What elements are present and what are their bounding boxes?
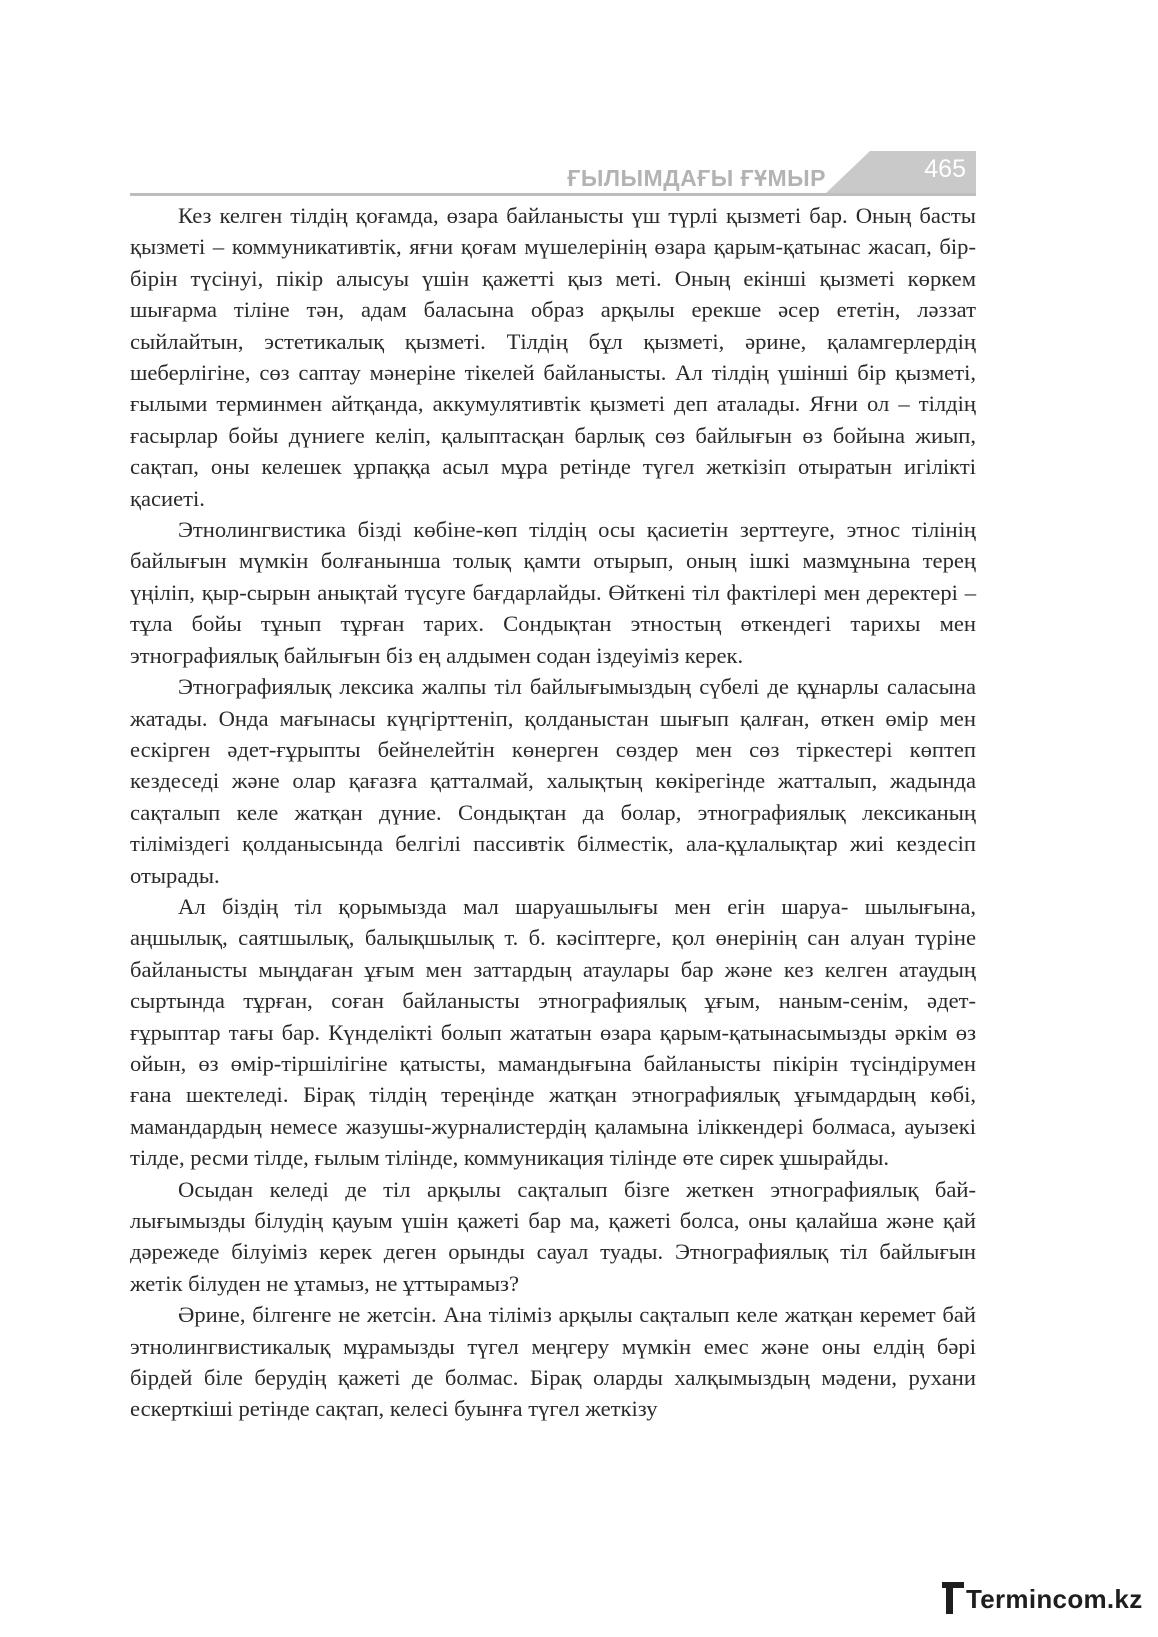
page-number-tab: [826, 151, 976, 193]
paragraph: Ал біздің тіл қорымызда мал шаруашылығы мен егін шаруа- шылығына, аңшылық, саятшылық, балықшылық т. б. кәсіптерге, қол өнерінің сан алуан түріне байланысты мыңдаған ұғым мен заттардың атаулары бар және кез келген атаудың сыртында тұрған, соған байланысты этнографиялық ұғым, наным-сенім, әдет-ғұрыптар тағы бар. Күнделікті болып жататын өзара қарым-қатынасымызды әркім өз ойын, өз өмір-тіршілігіне қатысты, мамандығына байланысты пікірін түсіндірумен ғана шектеледі. Бірақ тілдің тереңінде жатқан этнографиялық ұғымдардың көбі, мамандардың немесе жазушы-журналистердің қаламына іліккендері болмаса, ауызекі тілде, ресми тілде, ғылым тілінде, коммуникация тілінде өте сирек ұшырайды.: [130, 893, 976, 1171]
paragraph: Этнографиялық лексика жалпы тіл байлығымыздың сүбелі де құнарлы саласына жатады. Онда мағынасы күңгірттеніп, қолданыстан шығып қалған, өткен өмір мен ескірген әдет-ғұрыпты бейнелейтін көнерген сөздер мен сөз тіркестері көптеп кездеседі және олар қағазға қатталмай, халықтың көкірегінде жатталып, жадында сақталып келе жатқан дүние. Сондықтан да болар, этнографиялық лексиканың тіліміздегі қолданысында белгілі пассивтік білместік, ала-құлалықтар жиі кездесіп отырады.: [130, 674, 976, 888]
paragraph: Кез келген тілдің қоғамда, өзара байланысты үш түрлі қызметі бар. Оның басты қызметі – коммуникативтік, яғни қоғам мүшелерінің өзара қарым-қатынас жасап, бір-бірін түсінуі, пікір алысуы үшін қажетті қыз меті. Оның екінші қызметі көркем шығарма тіліне тән, адам баласына образ арқылы ерекше әсер ететін, ләззат сыйлайтын, эстетикалық қызметі. Тілдің бұл қызметі, әрине, қаламгерлердің шеберлігіне, сөз саптау мәнеріне тікелей байланысты. Ал тілдің үшінші бір қызметі, ғылыми терминмен айтқанда, аккумулятивтік қызметі деп аталады. Яғни ол – тілдің ғасырлар бойы дүниеге келіп, қалыптасқан барлық сөз байлығын өз бойына жиып, сақтап, оны келешек ұрпаққа асыл мұра ретінде түгел жеткізіп отыратын игілікті қасиеті.: [130, 203, 976, 511]
logo-t-icon: [942, 1582, 966, 1616]
watermark-logo: [942, 1578, 1142, 1622]
body-text: [130, 200, 976, 1425]
paragraph: Осыдан келеді де тіл арқылы сақталып бізге жеткен этнографиялық байлығымызды білудің қауым үшін қажеті бар ма, қажеті болса, оны қалайша және қай дәрежеде білуіміз керек деген орынды сауал туады. Этнографиялық тіл байлығын жетік білуден не ұтамыз, не ұттырамыз?: [130, 1176, 976, 1296]
running-header: [130, 148, 976, 196]
page-number: 465: [924, 155, 966, 183]
logo-text: Termincom.kz: [966, 1584, 1143, 1614]
paragraph: Әрине, білгенге не жетсін. Ана тіліміз арқылы сақталып келе жатқан керемет бай этнолингвистикалық мұрамызды түгел меңгеру мүмкін емес және оны елдің бәрі бірдей біле берудің қажеті де болмас. Бірақ оларды халқымыздың мәдени, рухани ескерткіші ретінде сақтап, келесі буынға түгел жеткізу: [130, 1302, 976, 1422]
section-title: ҒЫЛЫМДАҒЫ ҒҰМЫР: [567, 165, 826, 191]
paragraph: Этнолингвистика бізді көбіне-көп тілдің осы қасиетін зерттеуге, этнос тілінің байлығын мүмкін болғанынша толық қамти отырып, оның ішкі мазмұнына терең үңіліп, қыр-сырын анықтай түсуге бағдарлайды. Өйткені тіл фактілері мен деректері – тұла бойы тұнып тұрған тарих. Сондықтан этностың өткендегі тарихы мен этнографиялық байлығын біз ең алдымен содан іздеуіміз керек.: [130, 517, 976, 668]
header-rule: [130, 193, 976, 196]
